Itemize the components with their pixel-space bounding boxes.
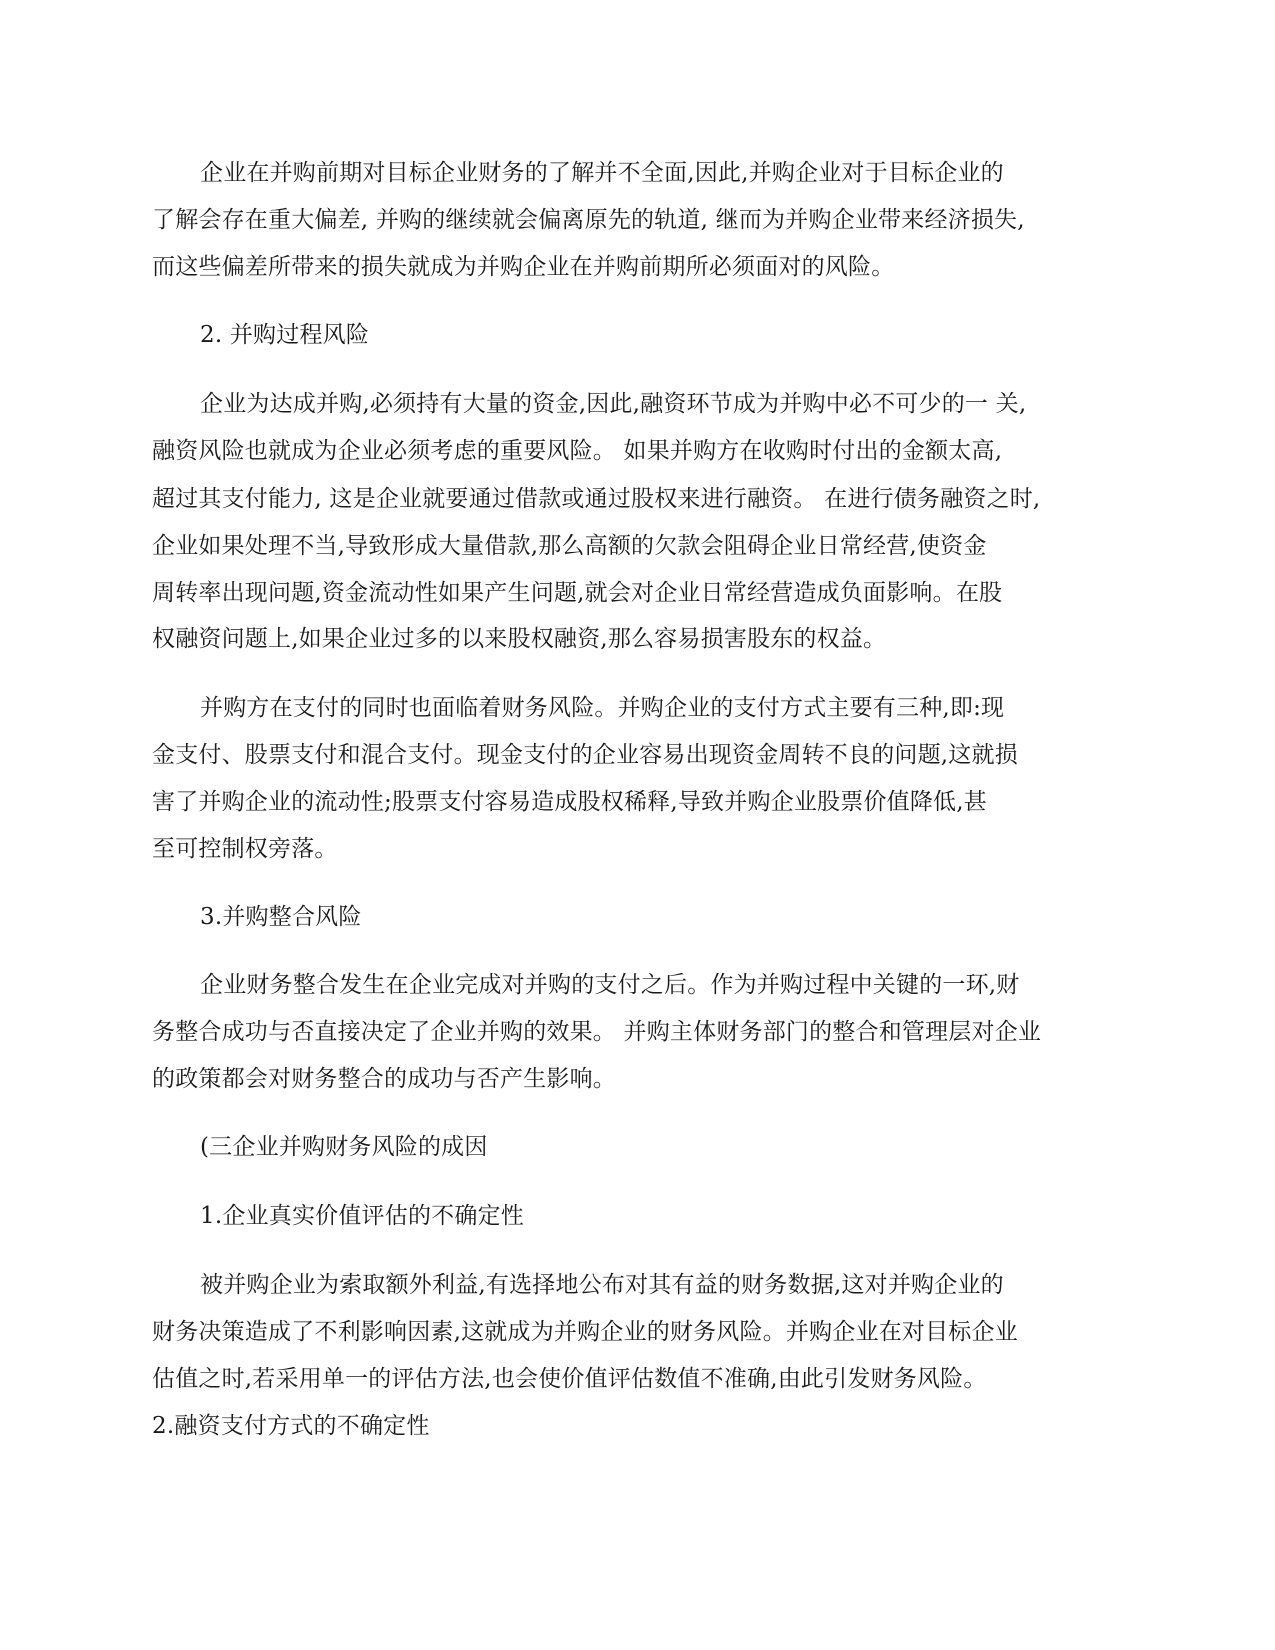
paragraph-2-line-1: 企业为达成并购,必须持有大量的资金,因此,融资环节成为并购中必不可少的一 关, [200, 391, 1027, 417]
paragraph-2-line-6: 权融资问题上,如果企业过多的以来股权融资,那么容易损害股东的权益。 [152, 626, 887, 652]
paragraph-3-line-3: 害了并购企业的流动性;股票支付容易造成股权稀释,导致并购企业股票价值降低,甚 [152, 789, 987, 815]
paragraph-5-line-1: 被并购企业为索取额外利益,有选择地公布对其有益的财务数据,这对并购企业的 [200, 1272, 1004, 1298]
paragraph-2-line-5: 周转率出现问题,资金流动性如果产生问题,就会对企业日常经营造成负面影响。在股 [152, 580, 1003, 606]
paragraph-3-line-2: 金支付、股票支付和混合支付。现金支付的企业容易出现资金周转不良的问题,这就损 [152, 742, 1018, 768]
paragraph-3-line-4: 至可控制权旁落。 [152, 836, 338, 862]
section-heading-3: 3.并购整合风险 [200, 904, 362, 930]
paragraph-4-line-1: 企业财务整合发生在企业完成对并购的支付之后。作为并购过程中关键的一环,财 [200, 972, 1020, 998]
paragraph-5-line-2: 财务决策造成了不利影响因素,这就成为并购企业的财务风险。并购企业在对目标企业 [152, 1319, 1018, 1345]
paragraph-4-line-3: 的政策都会对财务整合的成功与否产生影响。 [152, 1066, 616, 1092]
subsection-heading-2: 2.融资支付方式的不确定性 [152, 1413, 430, 1439]
section-heading-2: 2. 并购过程风险 [200, 322, 370, 348]
paragraph-1-line-2: 了解会存在重大偏差, 并购的继续就会偏离原先的轨道, 继而为并购企业带来经济损失, [152, 207, 1025, 233]
paragraph-1-line-1: 企业在并购前期对目标企业财务的了解并不全面,因此,并购企业对于目标企业的 [200, 160, 1004, 186]
paragraph-2-line-2: 融资风险也就成为企业必须考虑的重要风险。 如果并购方在收购时付出的金额太高, [152, 438, 1003, 464]
paragraph-2-line-4: 企业如果处理不当,导致形成大量借款,那么高额的欠款会阻碍企业日常经营,使资金 [152, 533, 987, 559]
subsection-heading-1: 1.企业真实价值评估的不确定性 [200, 1203, 524, 1229]
paragraph-3-line-1: 并购方在支付的同时也面临着财务风险。并购企业的支付方式主要有三种,即:现 [200, 695, 1005, 721]
paragraph-5-line-3: 估值之时,若采用单一的评估方法,也会使价值评估数值不准确,由此引发财务风险。 [152, 1366, 987, 1392]
paragraph-2-line-3: 超过其支付能力, 这是企业就要通过借款或通过股权来进行融资。 在进行债务融资之时, [152, 486, 1041, 512]
paragraph-4-line-2: 务整合成功与否直接决定了企业并购的效果。 并购主体财务部门的整合和管理层对企业 [152, 1019, 1042, 1045]
paragraph-1-line-3: 而这些偏差所带来的损失就成为并购企业在并购前期所必须面对的风险。 [152, 254, 895, 280]
section-heading-causes: (三企业并购财务风险的成因 [200, 1134, 488, 1160]
